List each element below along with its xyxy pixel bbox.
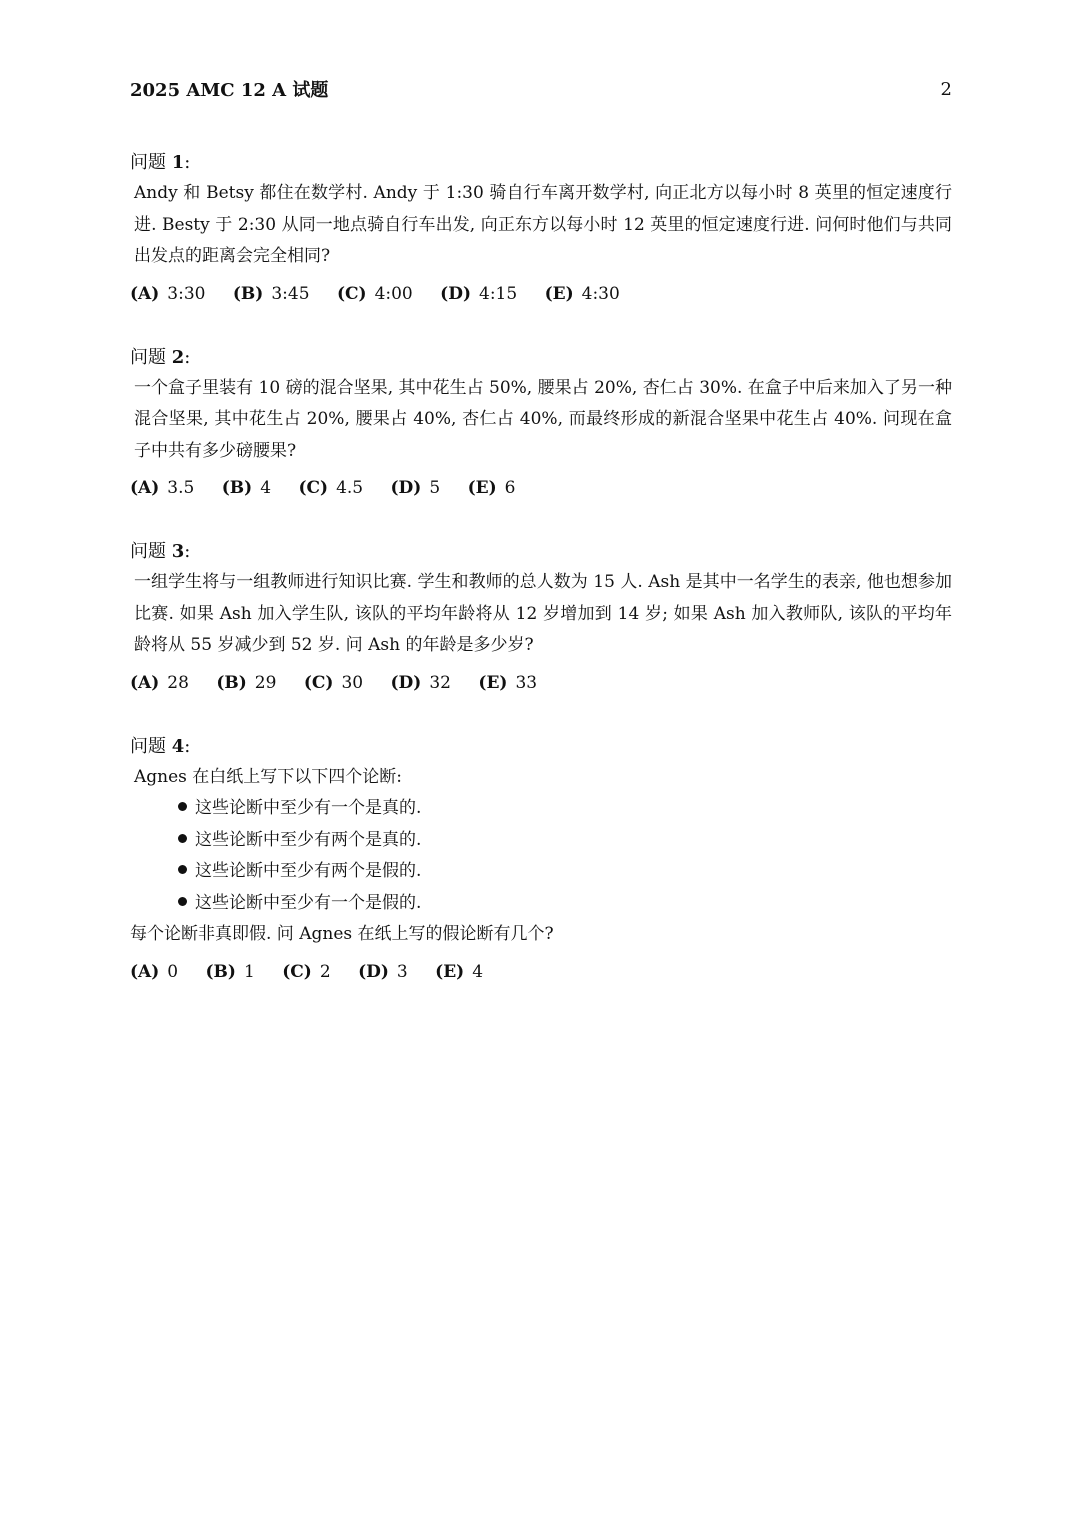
choice-letter: (B) [221, 478, 253, 498]
statement-text: 这些论断中至少有两个是真的. [195, 829, 422, 850]
choice-e [435, 957, 483, 987]
choice-b [222, 473, 271, 503]
choice-a [130, 957, 178, 987]
answer-choices [130, 279, 952, 309]
problem-1 [130, 148, 952, 309]
choice-d [391, 473, 441, 503]
choice-letter: (C) [336, 283, 367, 304]
bullet-icon [178, 834, 187, 843]
choice-value: 6 [504, 478, 516, 498]
choice-d [440, 279, 517, 309]
choice-b [206, 957, 255, 987]
choice-letter: (A) [130, 478, 160, 498]
answer-choices [130, 957, 952, 987]
choice-letter: (A) [130, 283, 160, 304]
choice-b [233, 279, 310, 309]
choice-letter: (D) [390, 672, 422, 693]
problem-colon: : [184, 735, 191, 757]
choice-letter: (E) [435, 961, 465, 982]
problem-colon: : [184, 152, 191, 173]
choice-a [130, 279, 205, 309]
choice-letter: (C) [298, 478, 329, 498]
choice-value: 4:30 [581, 283, 620, 304]
choice-value: 32 [429, 672, 451, 693]
exam-title: 2025 AMC 12 A 试题 [130, 80, 329, 101]
problem-text: 一个盒子里装有 10 磅的混合坚果, 其中花生占 50%, 腰果占 20%, 杏仁占 30%. 在盒子中后来加入了另一种混合坚果, 其中花生占 20%, 腰果占 40%, 杏仁占 40%, 而最终形成的新混合坚果中花生占 40%. 问现在盒子中共有多少磅腰果? [134, 377, 952, 461]
problem-4 [130, 732, 952, 987]
problem-colon: : [184, 346, 191, 368]
choice-b [216, 668, 276, 698]
choice-letter: (B) [232, 283, 264, 304]
choice-value: 29 [254, 672, 277, 693]
choice-e [478, 668, 537, 698]
choice-value: 30 [341, 672, 364, 693]
statement-item [130, 825, 952, 857]
choice-value: 3:45 [271, 283, 310, 304]
choice-d [358, 957, 408, 987]
problem-text: 一组学生将与一组教师进行知识比赛. 学生和教师的总人数为 15 人. Ash 是其中一名学生的表亲, 他也想参加比赛. 如果 Ash 加入学生队, 该队的平均年龄将从 12 岁增加到 14 岁; 如果 Ash 加入教师队, 该队的平均年龄将从 55 岁减少到 52 岁. 问 Ash 的年龄是多少岁? [134, 572, 952, 655]
choice-letter: (C) [282, 961, 312, 982]
choice-a [130, 473, 194, 503]
choice-value: 33 [515, 672, 538, 693]
choice-letter: (D) [440, 283, 471, 304]
choice-e [545, 279, 620, 309]
problem-label: 问题 [130, 735, 166, 757]
running-header [130, 76, 952, 102]
choice-d [391, 668, 451, 698]
choice-value: 4:00 [374, 283, 413, 304]
statement-text: 这些论断中至少有一个是真的. [195, 798, 422, 818]
choice-letter: (B) [216, 672, 247, 693]
choice-value: 28 [167, 672, 189, 693]
choice-letter: (E) [467, 478, 497, 498]
problem-label: 问题 [130, 541, 166, 562]
problem-heading [130, 732, 952, 762]
choice-value: 3:30 [167, 283, 206, 304]
choice-letter: (C) [303, 672, 334, 693]
problem-2 [130, 343, 952, 504]
choice-value: 4.5 [336, 478, 364, 498]
choice-value: 3.5 [167, 478, 195, 498]
bullet-icon [178, 802, 187, 811]
problem-number: 2 [171, 346, 185, 368]
choice-c [298, 473, 363, 503]
choice-value: 4 [260, 478, 272, 498]
choice-c [304, 668, 363, 698]
choice-value: 1 [243, 961, 255, 982]
statement-item [130, 888, 952, 920]
bullet-icon [178, 897, 187, 906]
choice-letter: (E) [544, 283, 574, 304]
problem-label: 问题 [130, 346, 166, 368]
choice-value: 2 [319, 961, 331, 982]
choice-value: 5 [429, 478, 441, 498]
statement-item [130, 793, 952, 825]
choice-value: 3 [396, 961, 408, 982]
problem-3 [130, 537, 952, 698]
choice-value: 0 [167, 961, 179, 982]
problem-number: 4 [171, 735, 185, 757]
problem-number: 3 [171, 541, 185, 562]
choice-letter: (B) [205, 961, 236, 982]
statement-text: 这些论断中至少有一个是假的. [195, 892, 422, 913]
problem-label: 问题 [130, 152, 166, 173]
statement-list [130, 793, 952, 919]
choice-letter: (D) [390, 478, 422, 498]
choice-value: 4:15 [479, 283, 518, 304]
statement-text: 这些论断中至少有两个是假的. [195, 861, 422, 881]
problem-number: 1 [171, 152, 185, 173]
choice-value: 4 [472, 961, 484, 982]
problem-heading [130, 343, 952, 373]
choice-c [282, 957, 330, 987]
problem-text: Agnes 在白纸上写下以下四个论断: [134, 766, 403, 787]
problem-colon: : [184, 541, 191, 562]
problem-heading [130, 148, 952, 178]
answer-choices [130, 473, 952, 503]
problem-text: Andy 和 Betsy 都住在数学村. Andy 于 1:30 骑自行车离开数学村, 向正北方以每小时 8 英里的恒定速度行进. Besty 于 2:30 从同一地点骑自行车出发, 向正东方以每小时 12 英里的恒定速度行进. 问何时他们与共同出发点的距离会完全相同? [134, 183, 952, 266]
choice-letter: (E) [478, 672, 508, 693]
answer-choices [130, 668, 952, 698]
choice-letter: (D) [358, 961, 389, 982]
bullet-icon [178, 865, 187, 874]
page-number: 2 [940, 78, 952, 100]
statement-item [130, 856, 952, 888]
choice-c [337, 279, 413, 309]
choice-a [130, 668, 189, 698]
choice-e [468, 473, 516, 503]
problem-heading [130, 537, 952, 567]
problem-question: 每个论断非真即假. 问 Agnes 在纸上写的假论断有几个? [130, 924, 554, 944]
problem-list [130, 148, 952, 987]
choice-letter: (A) [130, 961, 160, 982]
choice-letter: (A) [130, 672, 160, 693]
